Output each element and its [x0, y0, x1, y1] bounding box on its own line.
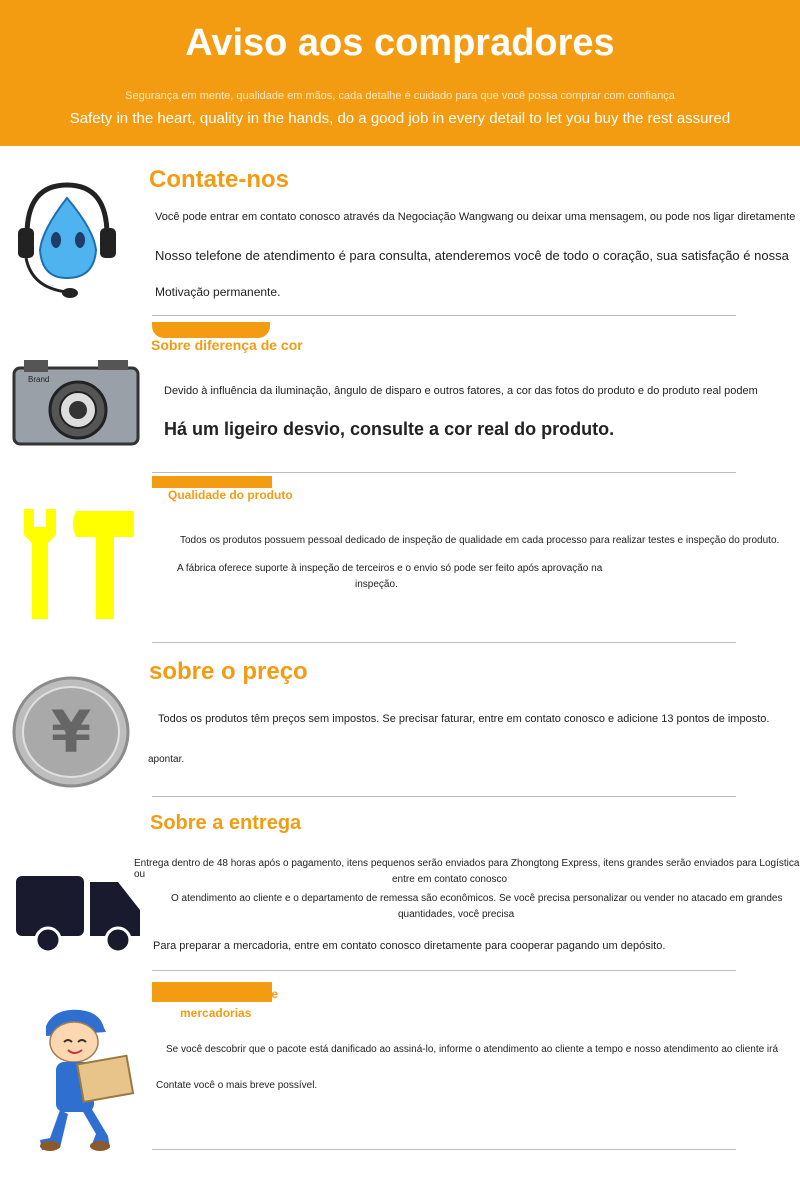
- divider: [152, 970, 736, 971]
- quality-line-2: A fábrica oferece suporte à inspeção de terceiros e o envio só pode ser feito após aprovação na: [177, 563, 603, 574]
- delivery-line-5: Para preparar a mercadoria, entre em contato conosco diretamente para cooperar pagando um depósito.: [153, 940, 666, 952]
- contact-line-1: Você pode entrar em contato conosco através da Negociação Wangwang ou deixar uma mensagem, ou pode nos ligar diretamente: [155, 211, 796, 223]
- yen-symbol: ¥: [50, 698, 92, 766]
- divider: [152, 796, 736, 797]
- yen-coin-icon: [12, 676, 130, 788]
- headset-mascot-icon: [12, 180, 122, 305]
- camera-brand-label: Brand: [28, 375, 50, 384]
- receipt-line-1: Se você descobrir que o pacote está danificado ao assiná-lo, informe o atendimento ao cliente a tempo e nosso atendimento ao cliente irá: [166, 1044, 779, 1055]
- delivery-line-1: Entrega dentro de 48 horas após o pagamento, itens pequenos serão enviados para Zhongtong Express, itens grandes serão enviados para Logística ou: [134, 858, 800, 880]
- delivery-line-3: O atendimento ao cliente e o departamento de remessa são econômicos. Se você precisa personalizar ou vender no atacado em grandes: [171, 893, 783, 904]
- color-line-2: Há um ligeiro desvio, consulte a cor real do produto.: [164, 419, 615, 439]
- price-heading: sobre o preço: [149, 658, 308, 685]
- divider: [152, 642, 736, 643]
- price-line-1: Todos os produtos têm preços sem impostos. Se precisar faturar, entre em contato conosco e adicione 13 pontos de imposto.: [158, 713, 770, 725]
- quality-heading: Qualidade do produto: [168, 488, 293, 502]
- quality-line-1: Todos os produtos possuem pessoal dedicado de inspeção de qualidade em cada processo para realizar testes e inspeção do produto.: [180, 535, 780, 546]
- contact-heading: Contate-nos: [149, 166, 289, 193]
- price-line-2: apontar.: [148, 754, 185, 765]
- receipt-heading-line-2: mercadorias: [180, 1006, 252, 1020]
- truck-icon: [14, 872, 142, 954]
- contact-line-3: Motivação permanente.: [155, 285, 281, 299]
- page-title: Aviso aos compradores: [185, 22, 615, 64]
- color-heading: Sobre diferença de cor: [151, 337, 303, 353]
- delivery-line-2: entre em contato conosco: [392, 874, 508, 885]
- contact-line-2: Nosso telefone de atendimento é para consulta, atenderemos você de todo o coração, sua satisfação é nossa: [155, 248, 789, 263]
- delivery-heading: Sobre a entrega: [150, 812, 302, 834]
- heading-wave-decoration: [152, 476, 272, 488]
- header-banner: [0, 0, 800, 146]
- delivery-boy-icon: [34, 1006, 140, 1154]
- quality-line-3: inspeção.: [355, 579, 398, 590]
- heading-wave-decoration: [152, 322, 270, 338]
- divider: [152, 472, 736, 473]
- receipt-heading-line-1: Sobre recebimento de: [152, 987, 279, 1001]
- subtitle-en: Safety in the heart, quality in the hands, do a good job in every detail to let you buy the rest assured: [69, 110, 731, 127]
- camera-icon: [8, 358, 142, 448]
- divider: [152, 1149, 736, 1150]
- receipt-line-2: Contate você o mais breve possível.: [156, 1080, 318, 1091]
- wrench-hammer-icon: [18, 505, 136, 621]
- delivery-line-4: quantidades, você precisa: [398, 909, 515, 920]
- divider: [152, 315, 736, 316]
- color-line-1: Devido à influência da iluminação, ângulo de disparo e outros fatores, a cor das fotos do produto e do produto real podem: [164, 385, 758, 397]
- subtitle-pt: Segurança em mente, qualidade em mãos, cada detalhe é cuidado para que você possa comprar com confiança: [125, 90, 675, 102]
